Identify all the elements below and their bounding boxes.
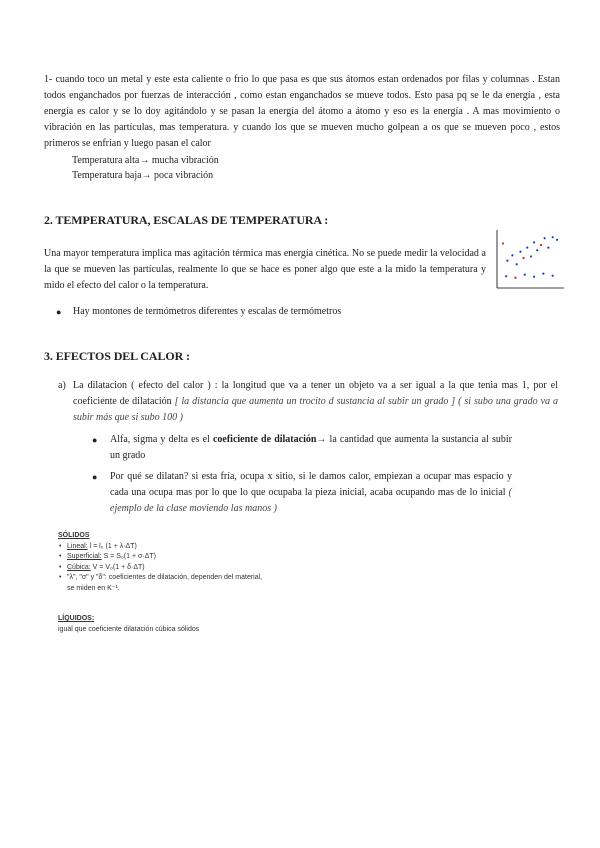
scatter-point xyxy=(552,275,554,277)
bullet-dot: ● xyxy=(92,472,98,482)
temp-high-line: Temperatura alta→ mucha vibración xyxy=(72,155,219,166)
sub2-text: Por qué se dilatan? si esta fría, ocupa x sitio, si le damos calor, empiezan a ocupar mas espacio y cada una ocupa mas por lo que lo que ocupaba la pieza inicial, acaba ocupando mas de lo inicial xyxy=(110,471,512,498)
scatter-point xyxy=(506,260,508,262)
scatter-point xyxy=(522,257,524,259)
thermometers-bullet xyxy=(56,304,341,320)
lineal-formula: • Lineal: l = l₀ (1 + λ·ΔT) xyxy=(67,542,262,553)
intro-paragraph: 1- cuando toco un metal y este esta caliente o frio lo que pasa es que sus átomos estan ordenados por filas y columnas . Estan todos enganchados por fuerzas de interacción , como estan enganchados se mueve todos. Esto pasa pq se le da energía , esta energía es calor y se lo doy agitándolo y se pasan la energía del átomo a átomo y eso es la energía . A mas movimiento o vibración en las partículas, mas temperatura. y cuando los que se mueven mucho golpean a os que se mueven poco , estos primeros se enfrían y luego pasan el calor xyxy=(44,74,560,149)
coefficients-note: • "λ", "σ" y "δ": coeficientes de dilatación, dependen del material, se miden en K⁻¹. xyxy=(67,573,262,594)
cubica-formula: • Cúbica: V = V₀(1 + δ·ΔT) xyxy=(67,563,262,574)
section-3-heading: 3. EFECTOS DEL CALOR : xyxy=(44,349,190,363)
liquidos-text: igual que coeficiente dilatación cúbica sólidos xyxy=(58,625,200,633)
scatter-point xyxy=(552,236,554,238)
particle-scatter-image xyxy=(494,228,566,290)
scatter-point xyxy=(556,239,558,241)
sub1-post: → la cantidad que aumenta la sustancia al subir un grado xyxy=(110,434,512,461)
sub2-italic: ( ejemplo de la clase moviendo las manos ) xyxy=(110,487,512,514)
scatter-point xyxy=(530,255,532,257)
solidos-box xyxy=(58,531,262,594)
liquidos-box xyxy=(58,614,199,635)
solidos-heading: SÓLIDOS xyxy=(58,532,90,539)
scatter-point xyxy=(544,237,546,239)
scatter-point xyxy=(547,247,549,249)
scatter-point xyxy=(524,274,526,276)
liquidos-heading: LÍQUIDOS: xyxy=(58,615,95,622)
bullet-dot: ● xyxy=(56,307,62,317)
section-2-paragraph: Una mayor temperatura implica mas agitación térmica mas energía cinética. No se puede medir la velocidad a la que se mueven las partículas, realmente lo que se hace es poner algo que este a la mido la temperatura y mido el efecto del calor o la temperatura. xyxy=(44,248,486,291)
temp-low-line: Temperatura baja→ poca vibración xyxy=(72,170,214,181)
scatter-point xyxy=(533,241,535,243)
why-dilate-bullet xyxy=(92,469,512,517)
coefficient-bullet xyxy=(92,432,512,464)
scatter-point xyxy=(502,242,504,244)
scatter-point xyxy=(514,277,516,279)
solidos-list xyxy=(58,542,262,595)
scatter-point xyxy=(516,263,518,265)
temperature-notes xyxy=(72,153,219,183)
item-a-italic-note: [ la distancia que aumenta un trocito d sustancia al subir un grado ] ( si subo una grado va a subir más que si subo 100 ) xyxy=(73,396,558,423)
thermometers-bullet-text: Hay montones de termómetros diferentes y escalas de termómetros xyxy=(73,306,342,317)
item-a-text: La dilatacion ( efecto del calor ) : la longitud que va a tener un objeto va a ser igual a la que tenia mas 1, por el coeficiente de dilatación xyxy=(73,380,558,407)
scatter-point xyxy=(533,276,535,278)
scatter-point xyxy=(540,244,542,246)
superficial-formula: • Superficial: S = S₀(1 + σ·ΔT) xyxy=(67,552,262,563)
scatter-point xyxy=(511,254,513,256)
dilatacion-item xyxy=(58,378,558,426)
scatter-point xyxy=(505,275,507,277)
scatter-point xyxy=(519,251,521,253)
section-2-heading: 2. TEMPERATURA, ESCALAS DE TEMPERATURA : xyxy=(44,213,329,227)
scatter-point xyxy=(526,247,528,249)
sub1-bold: coeficiente de dilatación xyxy=(212,434,317,445)
scatter-point xyxy=(542,273,544,275)
bullet-dot: ● xyxy=(92,435,98,445)
scatter-point xyxy=(536,249,538,251)
sub1-pre: Alfa, sigma y delta es el xyxy=(110,434,213,445)
item-a-label: a) xyxy=(58,380,66,391)
